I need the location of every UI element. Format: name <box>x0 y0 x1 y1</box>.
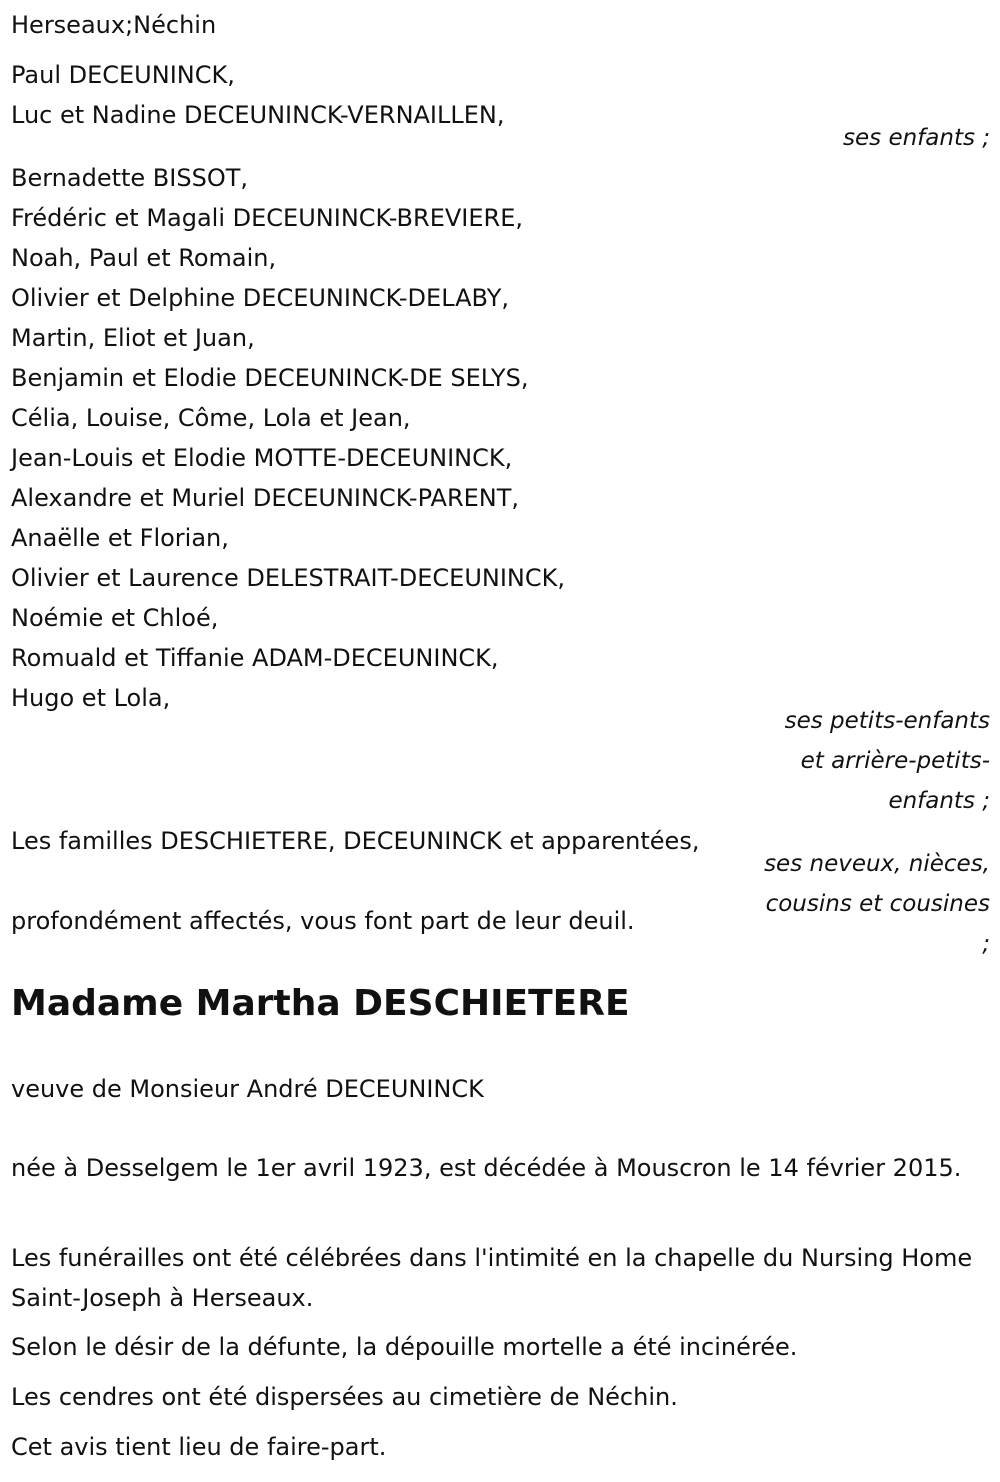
grandchild-line: Hugo et Lola, <box>11 684 171 712</box>
grandchild-line: Anaëlle et Florian, <box>11 524 229 552</box>
child-line: Luc et Nadine DECEUNINCK-VERNAILLEN, <box>11 101 505 129</box>
families-label: ; <box>982 931 990 957</box>
grandchild-line: Olivier et Laurence DELESTRAIT-DECEUNINCK, <box>11 564 565 592</box>
location: Herseaux;Néchin <box>11 11 217 39</box>
widow-of: veuve de Monsieur André DECEUNINCK <box>11 1075 484 1103</box>
grandchild-line: Célia, Louise, Côme, Lola et Jean, <box>11 404 411 432</box>
families-label: cousins et cousines <box>765 891 990 917</box>
families-line: Les familles DESCHIETERE, DECEUNINCK et apparentées, <box>11 827 700 855</box>
grandchild-line: Romuald et Tiffanie ADAM-DECEUNINCK, <box>11 644 499 672</box>
grandchild-line: Alexandre et Muriel DECEUNINCK-PARENT, <box>11 484 520 512</box>
grandchild-line: Jean-Louis et Elodie MOTTE-DECEUNINCK, <box>11 444 513 472</box>
grandchild-line: Bernadette BISSOT, <box>11 164 248 192</box>
birth-death-paragraph: née à Desselgem le 1er avril 1923, est décédée à Mouscron le 14 février 2015. <box>11 1154 962 1182</box>
grandchildren-label: enfants ; <box>888 788 990 814</box>
deceased-name: Madame Martha DESCHIETERE <box>11 983 630 1024</box>
grandchildren-label: et arrière-petits- <box>800 748 990 774</box>
cremation-paragraph: Selon le désir de la défunte, la dépouille mortelle a été incinérée. <box>11 1333 798 1361</box>
funeral-paragraph: Les funérailles ont été célébrées dans l'intimité en la chapelle du Nursing Home Saint-Joseph à Herseaux. <box>11 1244 973 1312</box>
grandchild-line: Martin, Eliot et Juan, <box>11 324 255 352</box>
grandchild-line: Noémie et Chloé, <box>11 604 219 632</box>
grandchildren-label: ses petits-enfants <box>784 708 990 734</box>
notice-paragraph: Cet avis tient lieu de faire-part. <box>11 1433 387 1461</box>
child-line: Paul DECEUNINCK, <box>11 61 235 89</box>
grandchild-line: Benjamin et Elodie DECEUNINCK-DE SELYS, <box>11 364 529 392</box>
grandchild-line: Noah, Paul et Romain, <box>11 244 277 272</box>
affected-line: profondément affectés, vous font part de leur deuil. <box>11 907 635 935</box>
grandchild-line: Frédéric et Magali DECEUNINCK-BREVIERE, <box>11 204 523 232</box>
grandchild-line: Olivier et Delphine DECEUNINCK-DELABY, <box>11 284 509 312</box>
children-label: ses enfants ; <box>843 125 990 151</box>
families-label: ses neveux, nièces, <box>764 851 990 877</box>
ashes-paragraph: Les cendres ont été dispersées au cimetière de Néchin. <box>11 1383 678 1411</box>
